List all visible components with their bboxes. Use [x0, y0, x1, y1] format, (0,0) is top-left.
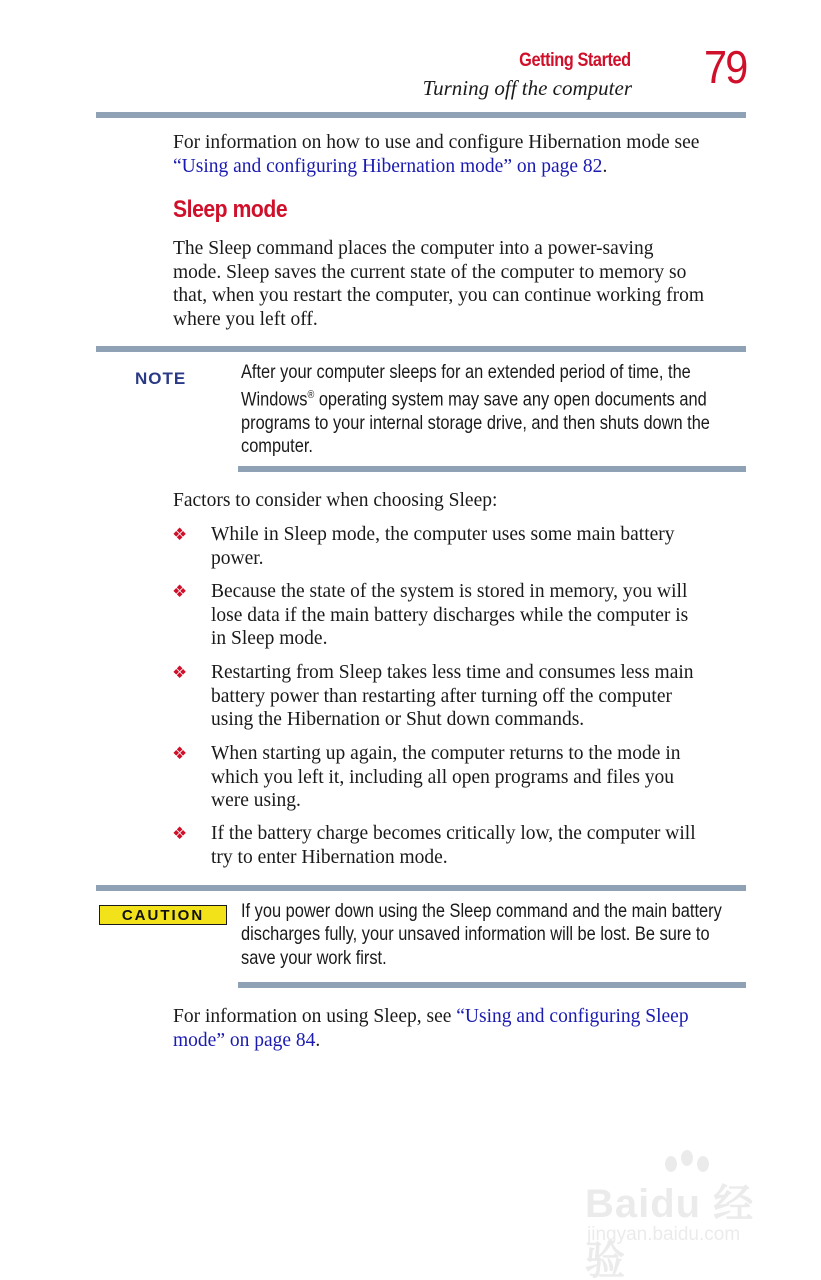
watermark-url: jingyan.baidu.com [587, 1224, 741, 1245]
section-title: Getting Started [519, 50, 631, 71]
caution-label: CAUTION [121, 906, 205, 924]
paragraph-line: where you left off. [173, 308, 318, 330]
header-rule [96, 112, 746, 118]
subsection-title: Turning off the computer [422, 76, 632, 100]
page-number: 79 [704, 41, 747, 93]
intro-text: For information on how to use and configure Hibernation mode see [173, 132, 700, 153]
note-line: programs to your internal storage drive, and then shuts down the [241, 412, 710, 435]
bullet-item: If the battery charge becomes critically low, the computer will try to enter Hibernation mode. [211, 823, 696, 868]
diamond-bullet-icon: ❖ [172, 744, 188, 763]
bullet-item: Restarting from Sleep takes less time and consumes less main battery power than restarting after turning off the computer using the Hibernation or Shut down commands. [211, 662, 694, 730]
watermark-logo: Baidu 经验 [585, 1182, 755, 1280]
diamond-bullet-icon: ❖ [172, 582, 188, 601]
baidu-watermark [585, 1150, 785, 1280]
diamond-bullet-icon: ❖ [172, 663, 188, 682]
sleep-mode-heading: Sleep mode [173, 196, 288, 223]
caution-text [241, 900, 728, 970]
caution-line: discharges fully, your unsaved information will be lost. Be sure to [241, 923, 710, 946]
caution-line: save your work first. [241, 946, 387, 969]
outro-paragraph [173, 1005, 763, 1052]
outro-tail: . [315, 1029, 321, 1051]
bullet-item: While in Sleep mode, the computer uses some main battery power. [211, 524, 675, 569]
caution-top-rule [96, 885, 746, 891]
sleep-link[interactable]: “Using and configuring Sleep [456, 1006, 689, 1027]
registered-mark: ® [307, 389, 315, 402]
note-line: Windows® operating system may save any open documents and [241, 388, 707, 411]
factors-intro: Factors to consider when choosing Sleep: [173, 490, 498, 511]
sleep-link-page[interactable]: mode” on page 84 [173, 1029, 316, 1051]
sleep-paragraph [173, 237, 763, 331]
paragraph-line: that, when you restart the computer, you can continue working from [173, 285, 704, 306]
paragraph-line: The Sleep command places the computer into a power-saving [173, 238, 654, 259]
intro-paragraph [173, 131, 753, 178]
paragraph-line: mode. Sleep saves the current state of the computer to memory so [173, 261, 687, 283]
intro-tail: . [602, 155, 608, 177]
note-bottom-rule [238, 466, 746, 472]
note-top-rule [96, 346, 746, 352]
caution-line: If you power down using the Sleep command and the main battery [241, 900, 722, 922]
bullet-item: Because the state of the system is stored in memory, you will lose data if the main battery discharges while the computer is in Sleep mode. [211, 581, 689, 649]
note-label: NOTE [135, 369, 187, 388]
caution-badge [99, 905, 227, 925]
outro-text: For information on using Sleep, see [173, 1006, 457, 1027]
hibernation-link[interactable]: “Using and configuring Hibernation mode” on page 82 [173, 155, 603, 177]
note-text [241, 361, 728, 459]
note-line: computer. [241, 435, 313, 458]
diamond-bullet-icon: ❖ [172, 824, 188, 843]
note-line: After your computer sleeps for an extended period of time, the [241, 361, 691, 383]
caution-bottom-rule [238, 982, 746, 988]
diamond-bullet-icon: ❖ [172, 525, 188, 544]
bullet-item: When starting up again, the computer returns to the mode in which you left it, including all open programs and files you were using. [211, 743, 681, 811]
